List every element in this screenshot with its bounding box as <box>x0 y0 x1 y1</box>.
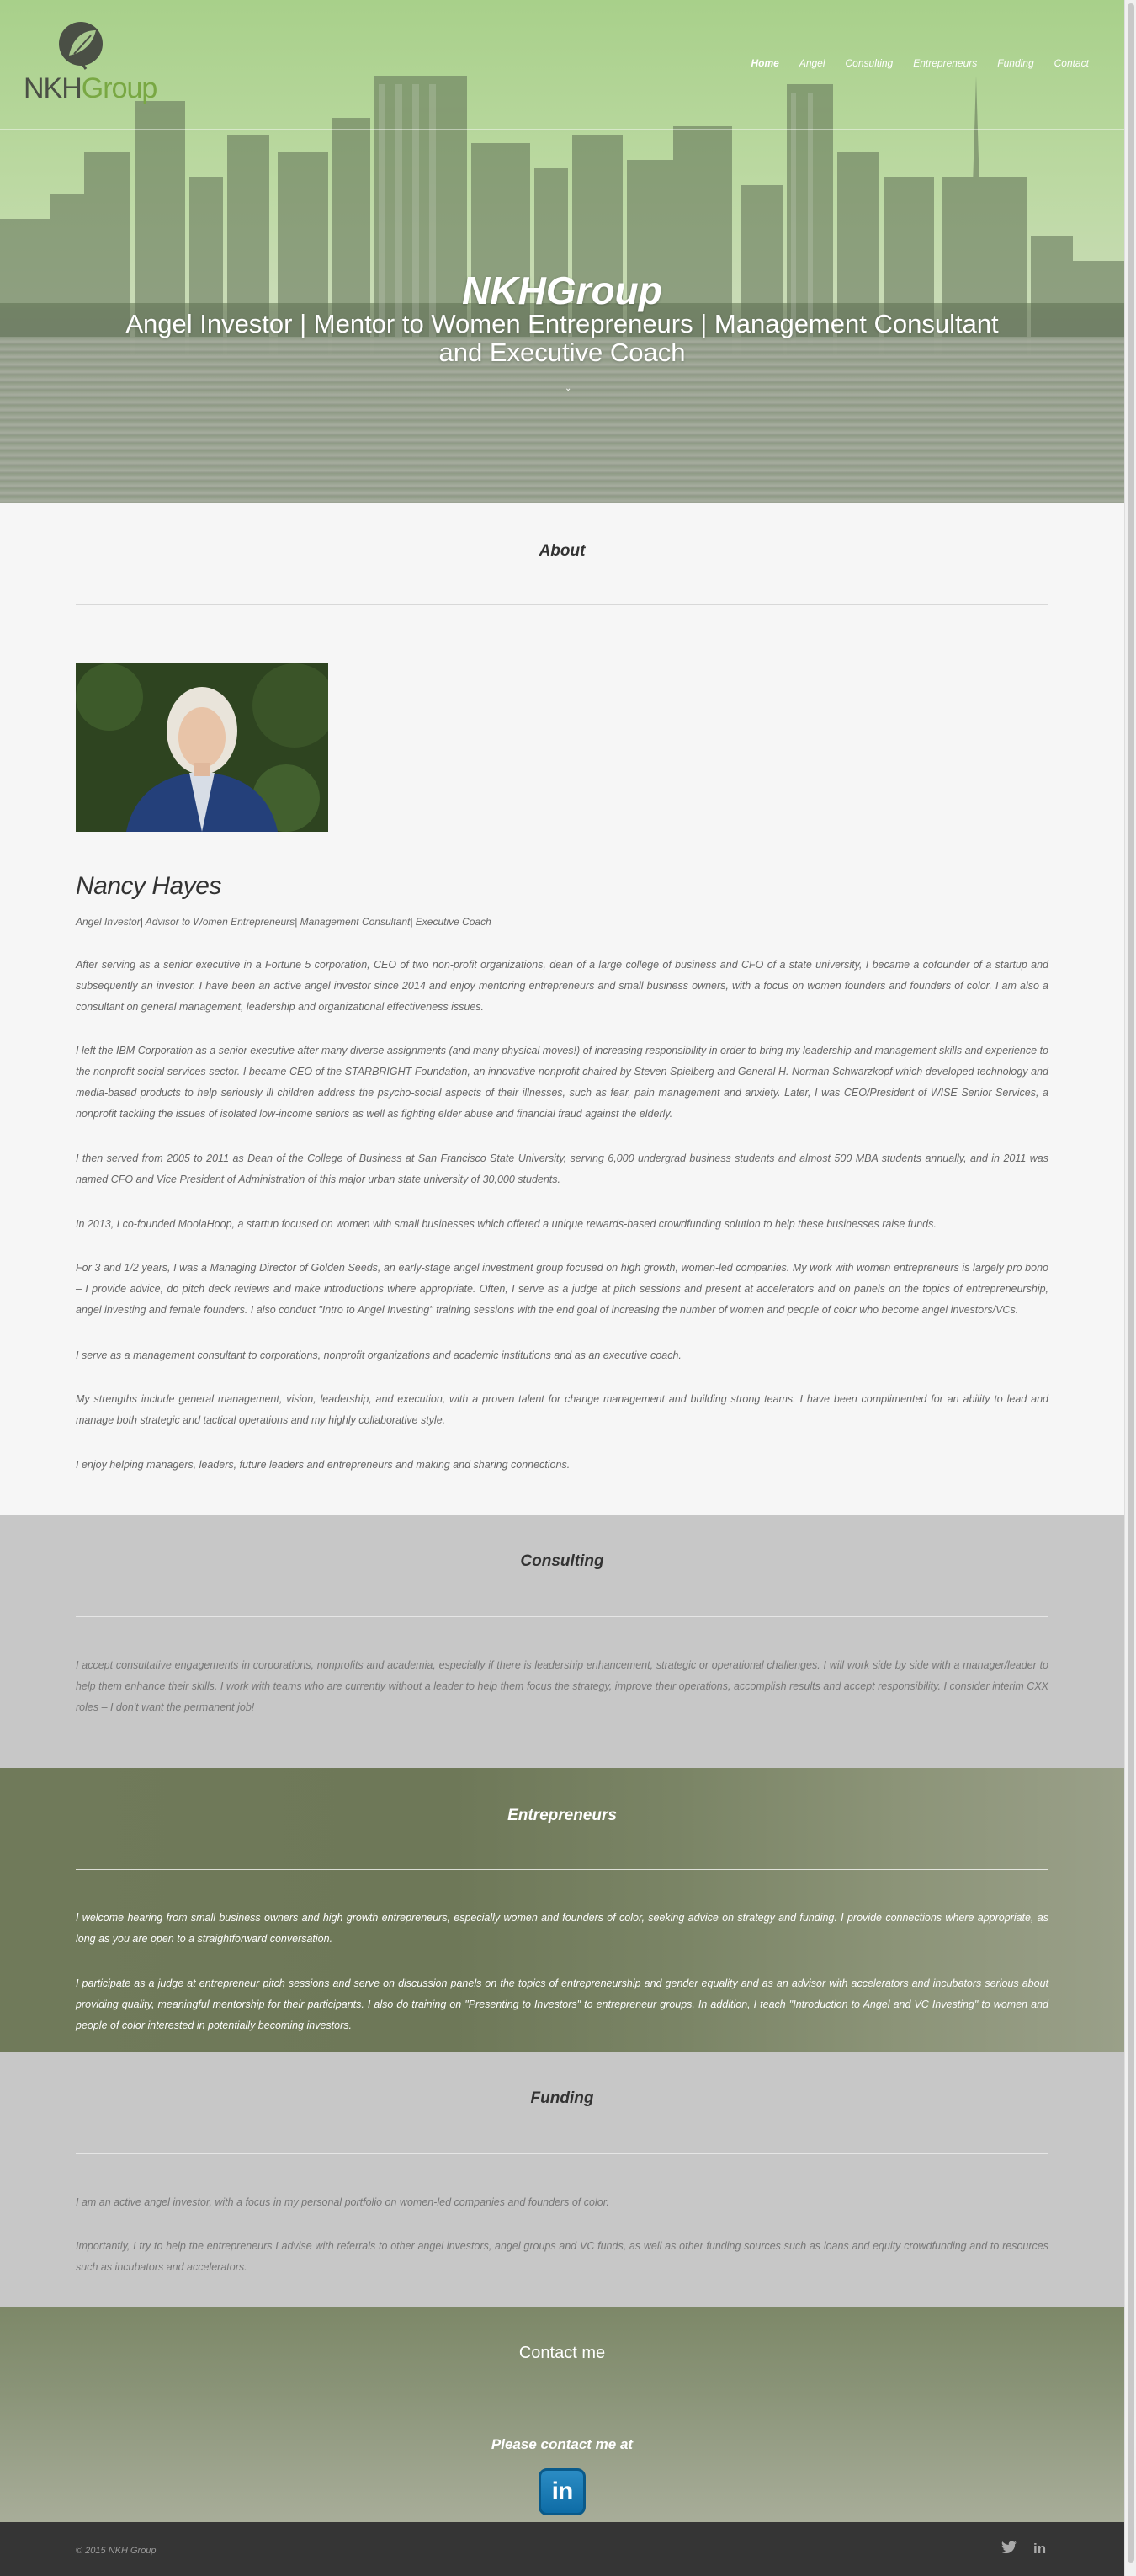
scroll-down-icon[interactable]: ⌄ <box>565 384 572 393</box>
about-paragraph: I then served from 2005 to 2011 as Dean of the College of Business at San Francisco State University, serving 6,000 undergrad business students and almost 500 MBA students annually, and in 2011 was named CFO and Vice President of Administration of this major urban state university of 30,000 students. <box>76 1152 1048 1185</box>
consulting-section <box>0 1515 1124 1768</box>
consulting-divider <box>76 1616 1048 1617</box>
about-title: About <box>539 542 586 560</box>
nancy-hayes-portrait <box>76 663 328 832</box>
hero-title: NKHGroup <box>462 269 662 312</box>
linkedin-footer-icon[interactable]: in <box>1033 2541 1047 2557</box>
entrepreneurs-paragraph: I welcome hearing from small business owners and high growth entrepreneurs, especially women and founders of color, seeking advice on strategy and funding. I provide connections where appropriate, as long as you are open to a straightforward conversation. <box>76 1912 1048 1945</box>
hero-banner <box>0 0 1124 503</box>
nav-divider <box>0 129 1124 130</box>
funding-section <box>0 2052 1124 2307</box>
funding-divider <box>76 2153 1048 2154</box>
consulting-paragraph: I accept consultative engagements in corporations, nonprofits and academia, especially if there is leadership enhancement, strategic or operational challenges. I will work side by side with a manager/leader to help them enhance their skills. I work with teams who are currently without a leader to help them focus the strategy, improve their operations, accomplish results and accept responsibility. I consider interim CXX roles – I don't want the permanent job! <box>76 1659 1048 1713</box>
logo-nkh-text: NKH <box>24 72 82 104</box>
scrollbar-thumb[interactable] <box>1128 3 1134 2563</box>
about-paragraph: For 3 and 1/2 years, I was a Managing Director of Golden Seeds, an early-stage angel investment group focused on high growth, women-led companies. My work with women entrepreneurs is largely pro bono – I provide advice, do pitch deck reviews and make introductions where appropriate. Often, I serve as a judge at pitch sessions and present at accelerators and on panels on the topics of entrepreneurship, angel investing and female founders. I also conduct "Intro to Angel Investing" training sessions with the end goal of increasing the number of women and people of color who become angel investors/VCs. <box>76 1262 1048 1316</box>
contact-section <box>0 2307 1124 2522</box>
nav-home[interactable]: Home <box>751 57 779 69</box>
hero-subtitle: Angel Investor | Mentor to Women Entrepreneurs | Management Consultant and Executive Coach <box>125 309 999 367</box>
leaf-logo-icon <box>57 20 104 71</box>
person-role: Angel Investor| Advisor to Women Entrepreneurs| Management Consultant| Executive Coach <box>76 916 491 928</box>
contact-title: Contact me <box>518 2344 606 2362</box>
logo-wordmark <box>24 72 157 105</box>
consulting-title: Consulting <box>520 1552 604 1570</box>
linkedin-button[interactable] <box>539 2468 586 2515</box>
about-paragraph: I enjoy helping managers, leaders, future leaders and entrepreneurs and making and sharing connections. <box>76 1459 571 1471</box>
about-section <box>0 503 1124 1515</box>
entrepreneurs-section <box>0 1768 1124 2052</box>
entrepreneurs-paragraph: I participate as a judge at entrepreneur pitch sessions and serve on discussion panels on the topics of entrepreneurship and gender equality and as an advisor with accelerators and incubators serious about providing quality, meaningful mentorship for their participants. I also do training on "Presenting to Investors" to entrepreneur groups. In addition, I teach "Introduction to Angel and VC Investing" to women and people of color interested in potentially becoming investors. <box>76 1977 1048 2031</box>
logo-group-text: Group <box>81 72 157 104</box>
main-nav <box>751 57 1089 69</box>
about-paragraph: I serve as a management consultant to corporations, nonprofit organizations and academic institutions and as an executive coach. <box>76 1349 682 1361</box>
nav-consulting[interactable]: Consulting <box>845 57 894 69</box>
nav-funding[interactable]: Funding <box>997 57 1034 69</box>
funding-title: Funding <box>530 2089 594 2107</box>
about-paragraph: My strengths include general management, vision, leadership, and execution, with a proven talent for change management and building strong teams. I have been complimented for an ability to lead and manage both strategic and tactical operations and my highly collaborative style. <box>76 1393 1048 1426</box>
nav-entrepreneurs[interactable]: Entrepreneurs <box>913 57 978 69</box>
nav-angel[interactable]: Angel <box>799 57 825 69</box>
funding-paragraph: I am an active angel investor, with a focus in my personal portfolio on women-led companies and founders of color. <box>76 2196 609 2208</box>
about-divider <box>76 604 1048 605</box>
entrepreneurs-divider <box>76 1869 1048 1870</box>
about-paragraph: I left the IBM Corporation as a senior executive after many diverse assignments (and many physical moves!) of increasing responsibility in order to bring my leadership and management skills and experience to the nonprofit social services sector. I became CEO of the STARBRIGHT Foundation, an innovative nonprofit chaired by Steven Spielberg and General H. Norman Schwarzkopf which developed technology and media-based products to help seriously ill children address the psycho-social aspects of their illnesses, such as fear, pain management and anxiety. Later, I was CEO/President of WISE Senior Services, a nonprofit tackling the issues of isolated low-income seniors as well as fighting elder abuse and financial fraud against the elderly. <box>76 1045 1048 1120</box>
nkh-logo[interactable] <box>24 20 157 113</box>
person-name: Nancy Hayes <box>76 872 221 900</box>
linkedin-icon: in <box>551 2478 573 2505</box>
nav-contact[interactable]: Contact <box>1054 57 1089 69</box>
twitter-icon[interactable] <box>1001 2541 1017 2558</box>
about-paragraph: In 2013, I co-founded MoolaHoop, a startup focused on women with small businesses which offered a unique rewards-based crowdfunding solution to help these businesses raise funds. <box>76 1218 937 1230</box>
funding-paragraph: Importantly, I try to help the entrepreneurs I advise with referrals to other angel investors, angel groups and VC funds, as well as other funding sources such as loans and equity crowdfunding and to resources such as incubators and accelerators. <box>76 2240 1048 2273</box>
about-paragraph: After serving as a senior executive in a Fortune 5 corporation, CEO of two non-profit organizations, dean of a large college of business and CFO of a state university, I became a cofounder of a startup and subsequently an investor. I have been an active angel investor since 2014 and enjoy mentoring entrepreneurs and small business owners, with a focus on women founders and founders of color. I am also a consultant on general management, leadership and organizational effectiveness issues. <box>76 959 1048 1013</box>
footer <box>0 2522 1124 2576</box>
contact-prompt: Please contact me at <box>491 2436 634 2452</box>
entrepreneurs-title: Entrepreneurs <box>507 1807 617 1824</box>
page-scrollbar[interactable] <box>1124 0 1136 2576</box>
copyright-text: © 2015 NKH Group <box>76 2546 157 2556</box>
